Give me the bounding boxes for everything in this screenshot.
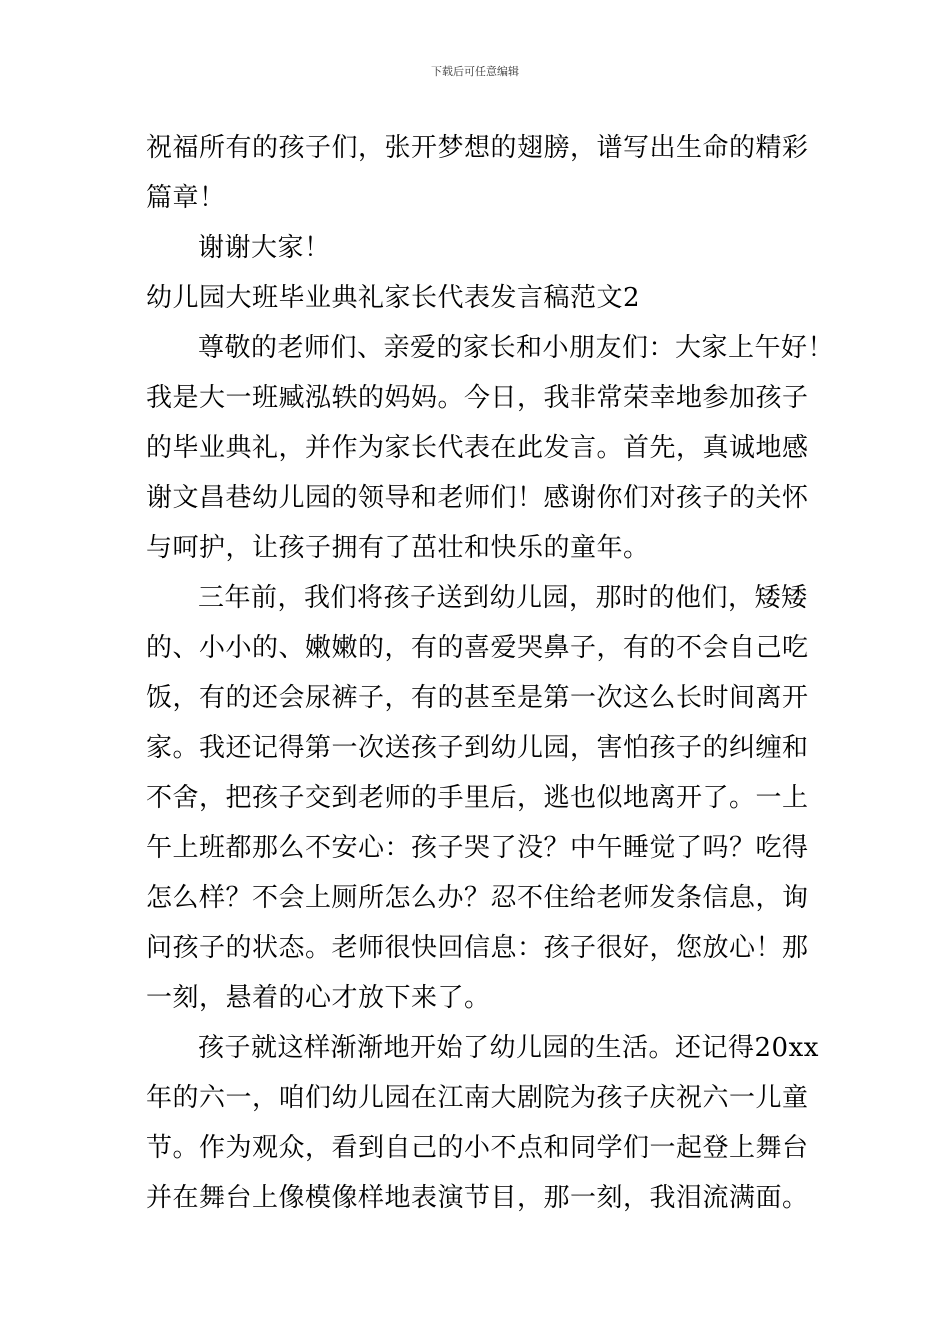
text-line-1: 祝福所有的孩子们，张开梦想的翅膀，谱写出生命的精彩 [146, 133, 809, 163]
text-line-18: 一刻，悬着的心才放下来了。 [146, 983, 491, 1013]
text-line-21: 节。作为观众，看到自己的小不点和同学们一起登上舞台 [146, 1133, 809, 1163]
text-line-12: 饭，有的还会尿裤子，有的甚至是第一次这么长时间离开 [146, 683, 809, 713]
text-line-20: 年的六一，咱们幼儿园在江南大剧院为孩子庆祝六一儿童 [146, 1083, 809, 1113]
text-line-6: 我是大一班臧泓轶的妈妈。今日，我非常荣幸地参加孩子 [146, 383, 809, 413]
page-header: 下载后可任意编辑 [431, 65, 519, 78]
text-line-7: 的毕业典礼，并作为家长代表在此发言。首先，真诚地感 [146, 433, 809, 463]
text-line-22: 并在舞台上像模像样地表演节目，那一刻，我泪流满面。 [146, 1183, 809, 1213]
text-line-15: 午上班都那么不安心：孩子哭了没？中午睡觉了吗？吃得 [146, 833, 809, 863]
text-line-14: 不舍，把孩子交到老师的手里后，逃也似地离开了。一上 [146, 783, 809, 813]
text-line-2: 篇章！ [146, 183, 226, 213]
text-line-9: 与呵护，让孩子拥有了茁壮和快乐的童年。 [146, 533, 650, 563]
text-line-19: 孩子就这样渐渐地开始了幼儿园的生活。还记得20xx [198, 1033, 819, 1063]
text-line-11: 的、小小的、嫩嫩的，有的喜爱哭鼻子，有的不会自己吃 [146, 633, 809, 663]
text-line-16: 怎么样？不会上厕所怎么办？忍不住给老师发条信息，询 [146, 883, 809, 913]
text-line-10: 三年前，我们将孩子送到幼儿园，那时的他们，矮矮 [198, 583, 808, 613]
text-line-17: 问孩子的状态。老师很快回信息：孩子很好，您放心！那 [146, 933, 809, 963]
text-line-5: 尊敬的老师们、亲爱的家长和小朋友们：大家上午好！ [198, 333, 835, 363]
text-line-13: 家。我还记得第一次送孩子到幼儿园，害怕孩子的纠缠和 [146, 733, 809, 763]
text-line-8: 谢文昌巷幼儿园的领导和老师们！感谢你们对孩子的关怀 [146, 483, 809, 513]
text-line-3: 谢谢大家！ [198, 233, 331, 263]
section-heading: 幼儿园大班毕业典礼家长代表发言稿范文2 [146, 283, 641, 313]
